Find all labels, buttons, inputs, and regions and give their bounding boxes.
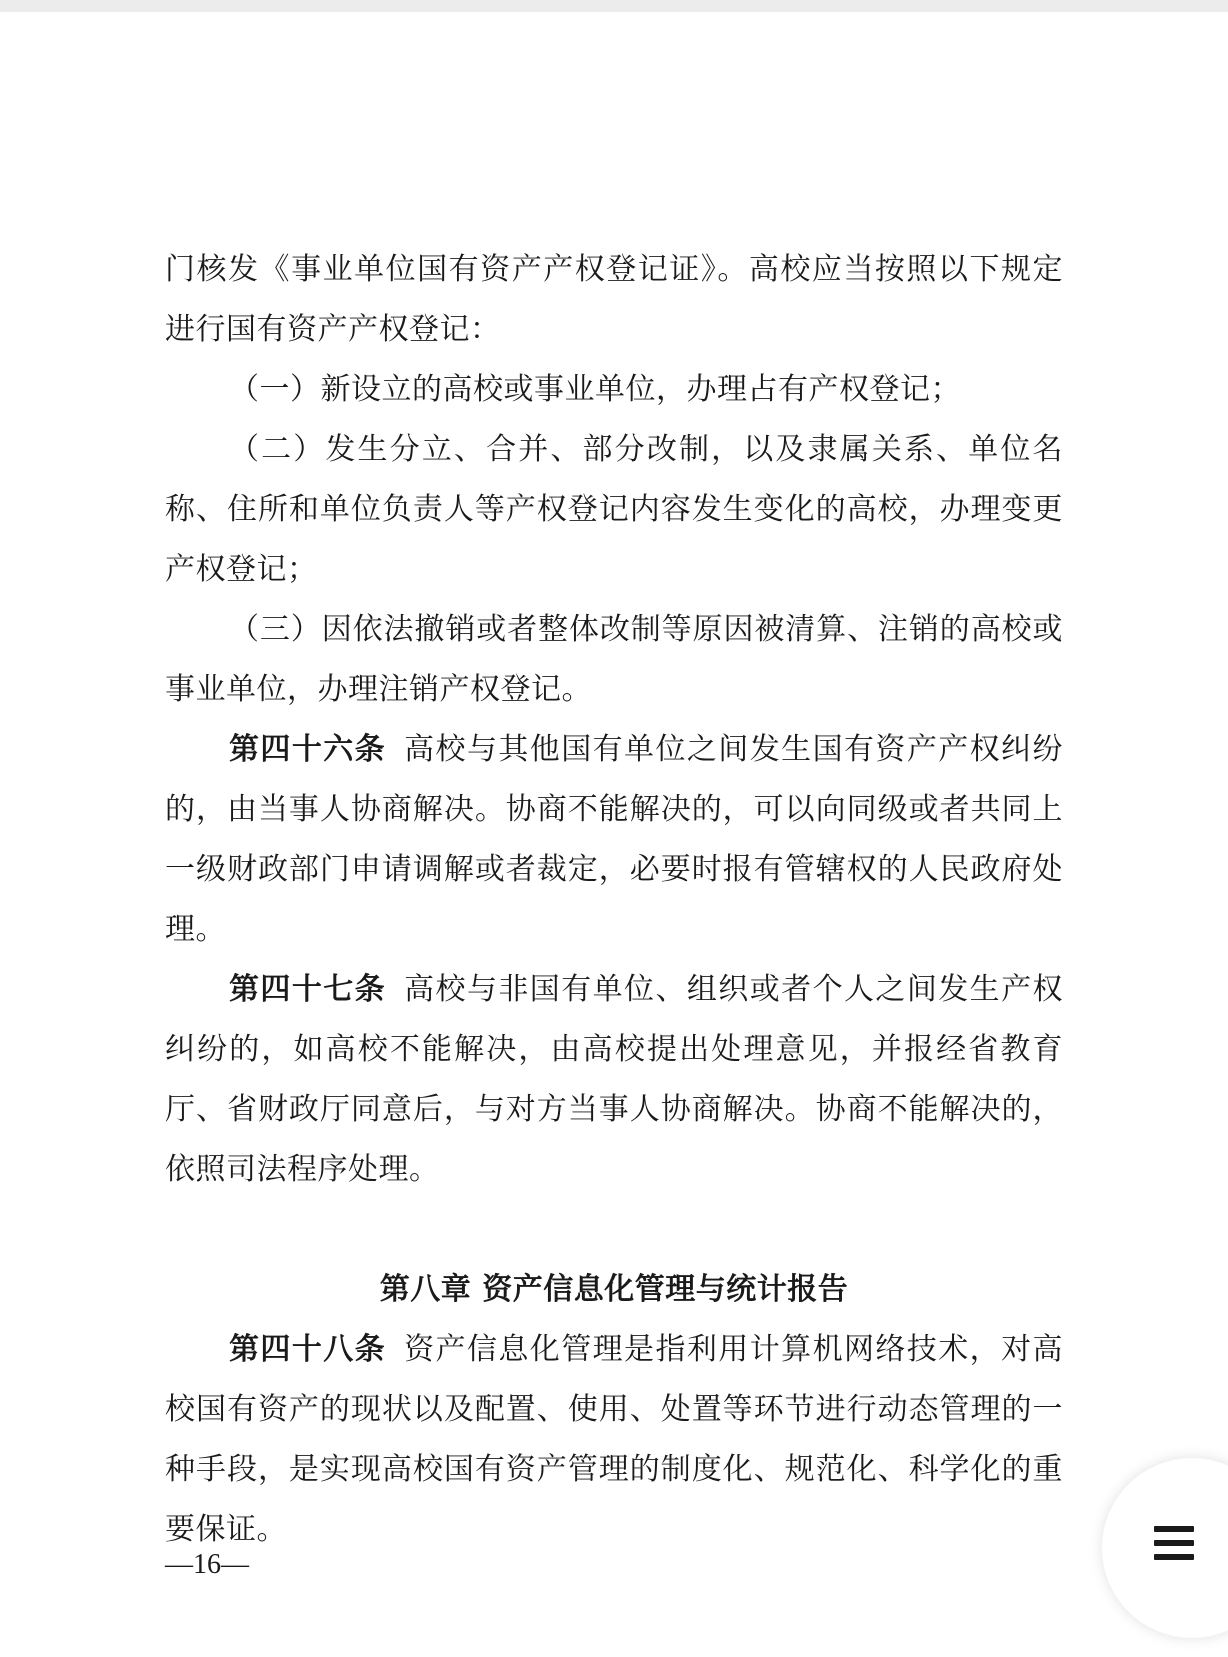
article-47-text: 高校与非国有单位、组织或者个人之间发生产权纠纷的，如高校不能解决，由高校提出处理意见，并报经省教育厅、省财政厅同意后，与对方当事人协商解决。协商不能解决的，依照司法程序处理。	[165, 972, 1064, 1187]
article-48	[165, 1320, 1063, 1560]
article-46-text: 高校与其他国有单位之间发生国有资产产权纠纷的，由当事人协商解决。协商不能解决的，可以向同级或者共同上一级财政部门申请调解或者裁定，必要时报有管辖权的人民政府处理。	[165, 732, 1064, 947]
list-item-1: （一）新设立的高校或事业单位，办理占有产权登记；	[229, 372, 961, 407]
article-48-text: 资产信息化管理是指利用计算机网络技术，对高校国有资产的现状以及配置、使用、处置等环节进行动态管理的一种手段，是实现高校国有资产管理的制度化、规范化、科学化的重要保证。	[165, 1332, 1064, 1547]
page-number: —16—	[165, 1549, 249, 1580]
intro-paragraph: 门核发《事业单位国有资产产权登记证》。高校应当按照以下规定进行国有资产产权登记：	[165, 252, 1063, 347]
hamburger-menu-icon	[1154, 1526, 1194, 1560]
chapter-title: 第八章 资产信息化管理与统计报告	[379, 1272, 849, 1307]
menu-button[interactable]	[1102, 1458, 1228, 1638]
article-46-number: 第四十六条	[229, 732, 387, 767]
article-46	[165, 720, 1063, 960]
list-item-3: （三）因依法撤销或者整体改制等原因被清算、注销的高校或事业单位，办理注销产权登记。	[165, 612, 1063, 707]
top-bar	[0, 0, 1228, 12]
list-item-2: （二）发生分立、合并、部分改制，以及隶属关系、单位名称、住所和单位负责人等产权登记内容发生变化的高校，办理变更产权登记；	[165, 432, 1063, 587]
document-body	[165, 240, 1063, 1560]
article-47-number: 第四十七条	[229, 972, 387, 1007]
article-47	[165, 960, 1063, 1200]
article-48-number: 第四十八条	[229, 1332, 387, 1367]
